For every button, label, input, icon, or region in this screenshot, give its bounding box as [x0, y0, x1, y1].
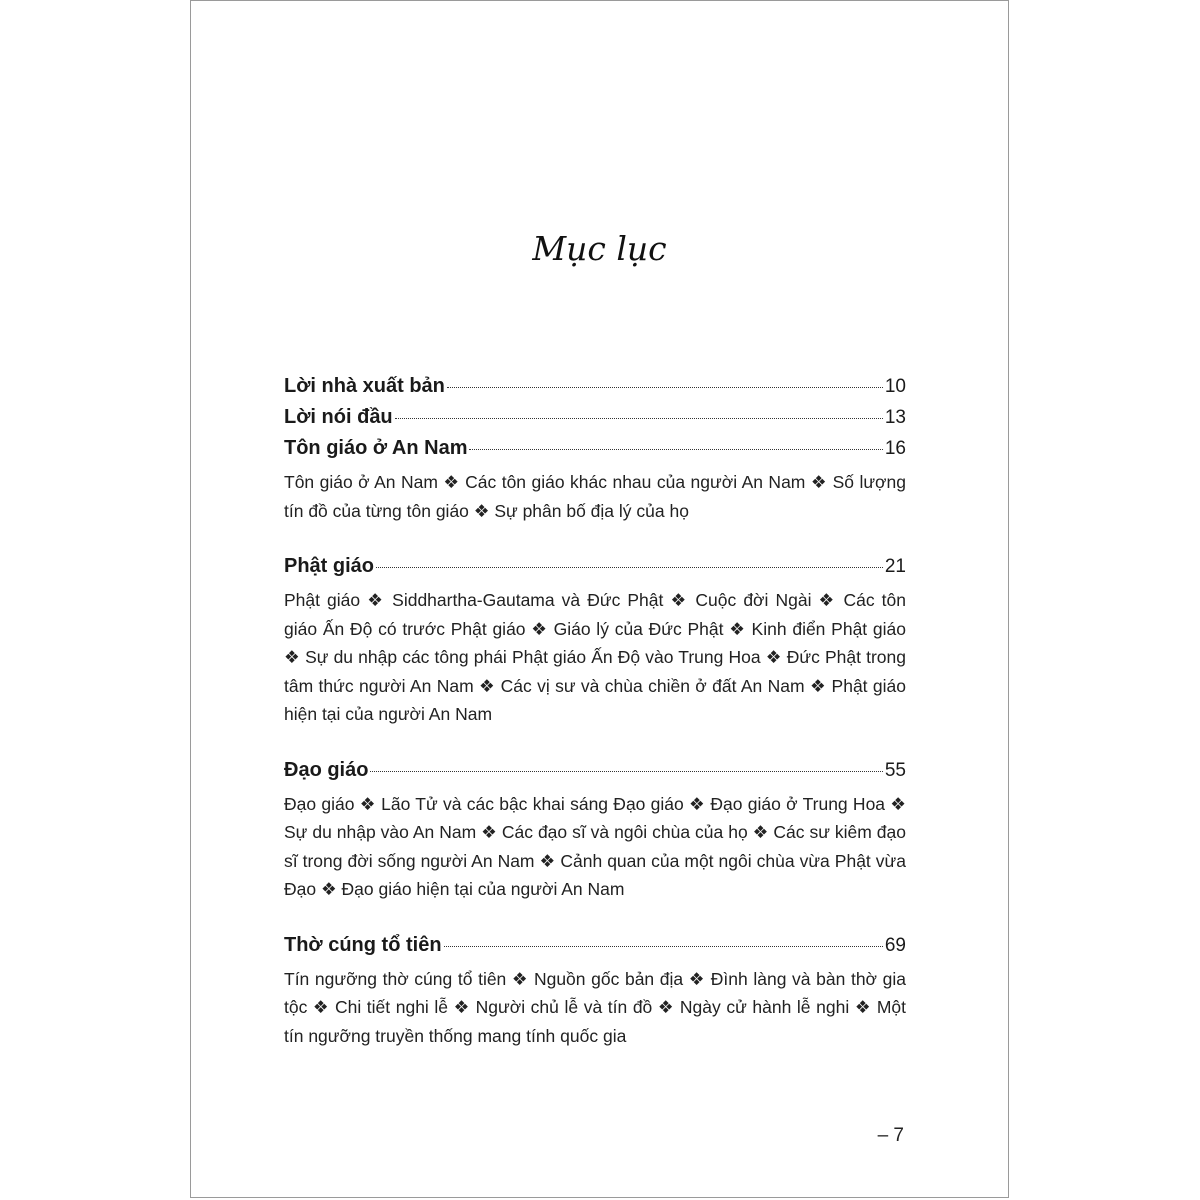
toc-entry-title: Tôn giáo ở An Nam: [284, 437, 468, 459]
toc-entry-title: Lời nhà xuất bản: [284, 375, 445, 397]
toc-entry-summary: Tôn giáo ở An Nam ❖ Các tôn giáo khác nhau của người An Nam ❖ Số lượng tín đồ của từng tôn giáo ❖ Sự phân bố địa lý của họ: [284, 472, 906, 521]
dot-leader: [376, 567, 883, 568]
toc-entry: [284, 755, 906, 786]
toc-entry: [284, 371, 906, 402]
toc-entry-title: Phật giáo: [284, 555, 375, 577]
toc-entry-summary: Tín ngưỡng thờ cúng tổ tiên ❖ Nguồn gốc bản địa ❖ Đình làng và bàn thờ gia tộc ❖ Chi tiết nghi lễ ❖ Người chủ lễ và tín đồ ❖ Ngày cử hành lễ nghi ❖ Một tín ngưỡng truyền thống mang tính quốc gia: [284, 968, 906, 1046]
toc-entry-page: 10: [884, 376, 906, 397]
toc-entry-summary: Phật giáo ❖ Siddhartha-Gautama và Đức Phật ❖ Cuộc đời Ngài ❖ Các tôn giáo Ấn Độ có trước Phật giáo ❖ Giáo lý của Đức Phật ❖ Kinh điển Phật giáo ❖ Sự du nhập các tông phái Phật giáo Ấn Độ vào Trung Hoa ❖ Đức Phật trong tâm thức người An Nam ❖ Các vị sư và chùa chiền ở đất An Nam ❖ Phật giáo hiện tại của người An Nam: [284, 590, 906, 724]
dot-leader: [444, 946, 883, 947]
toc-entry: [284, 433, 906, 464]
toc-entry: [284, 551, 906, 582]
toc-entry: [284, 930, 906, 961]
page-number: – 7: [877, 1125, 904, 1146]
toc-entry-page: 55: [884, 759, 906, 781]
toc-entry-title: Lời nói đầu: [284, 406, 393, 428]
toc-entry-page: 16: [884, 438, 906, 459]
toc-entry-page: 13: [884, 407, 906, 428]
toc-entry-page: 21: [884, 556, 906, 577]
page-title: Mục lục: [532, 229, 667, 268]
book-page: [190, 0, 1009, 1198]
dot-leader: [447, 387, 883, 388]
dot-leader: [469, 449, 882, 450]
toc-entry: [284, 402, 906, 433]
toc-entry-summary: Đạo giáo ❖ Lão Tử và các bậc khai sáng Đạo giáo ❖ Đạo giáo ở Trung Hoa ❖ Sự du nhập vào An Nam ❖ Các đạo sĩ và ngôi chùa của họ ❖ Các sư kiêm đạo sĩ trong đời sống người An Nam ❖ Cảnh quan của một ngôi chùa vừa Phật vừa Đạo ❖ Đạo giáo hiện tại của người An Nam: [284, 793, 906, 899]
table-of-contents: [284, 371, 906, 1050]
dot-leader: [370, 771, 882, 772]
toc-entry-title: Thờ cúng tổ tiên: [284, 933, 442, 956]
toc-entry-title: Đạo giáo: [284, 758, 369, 781]
toc-entry-page: 69: [884, 934, 906, 956]
dot-leader: [395, 418, 883, 419]
